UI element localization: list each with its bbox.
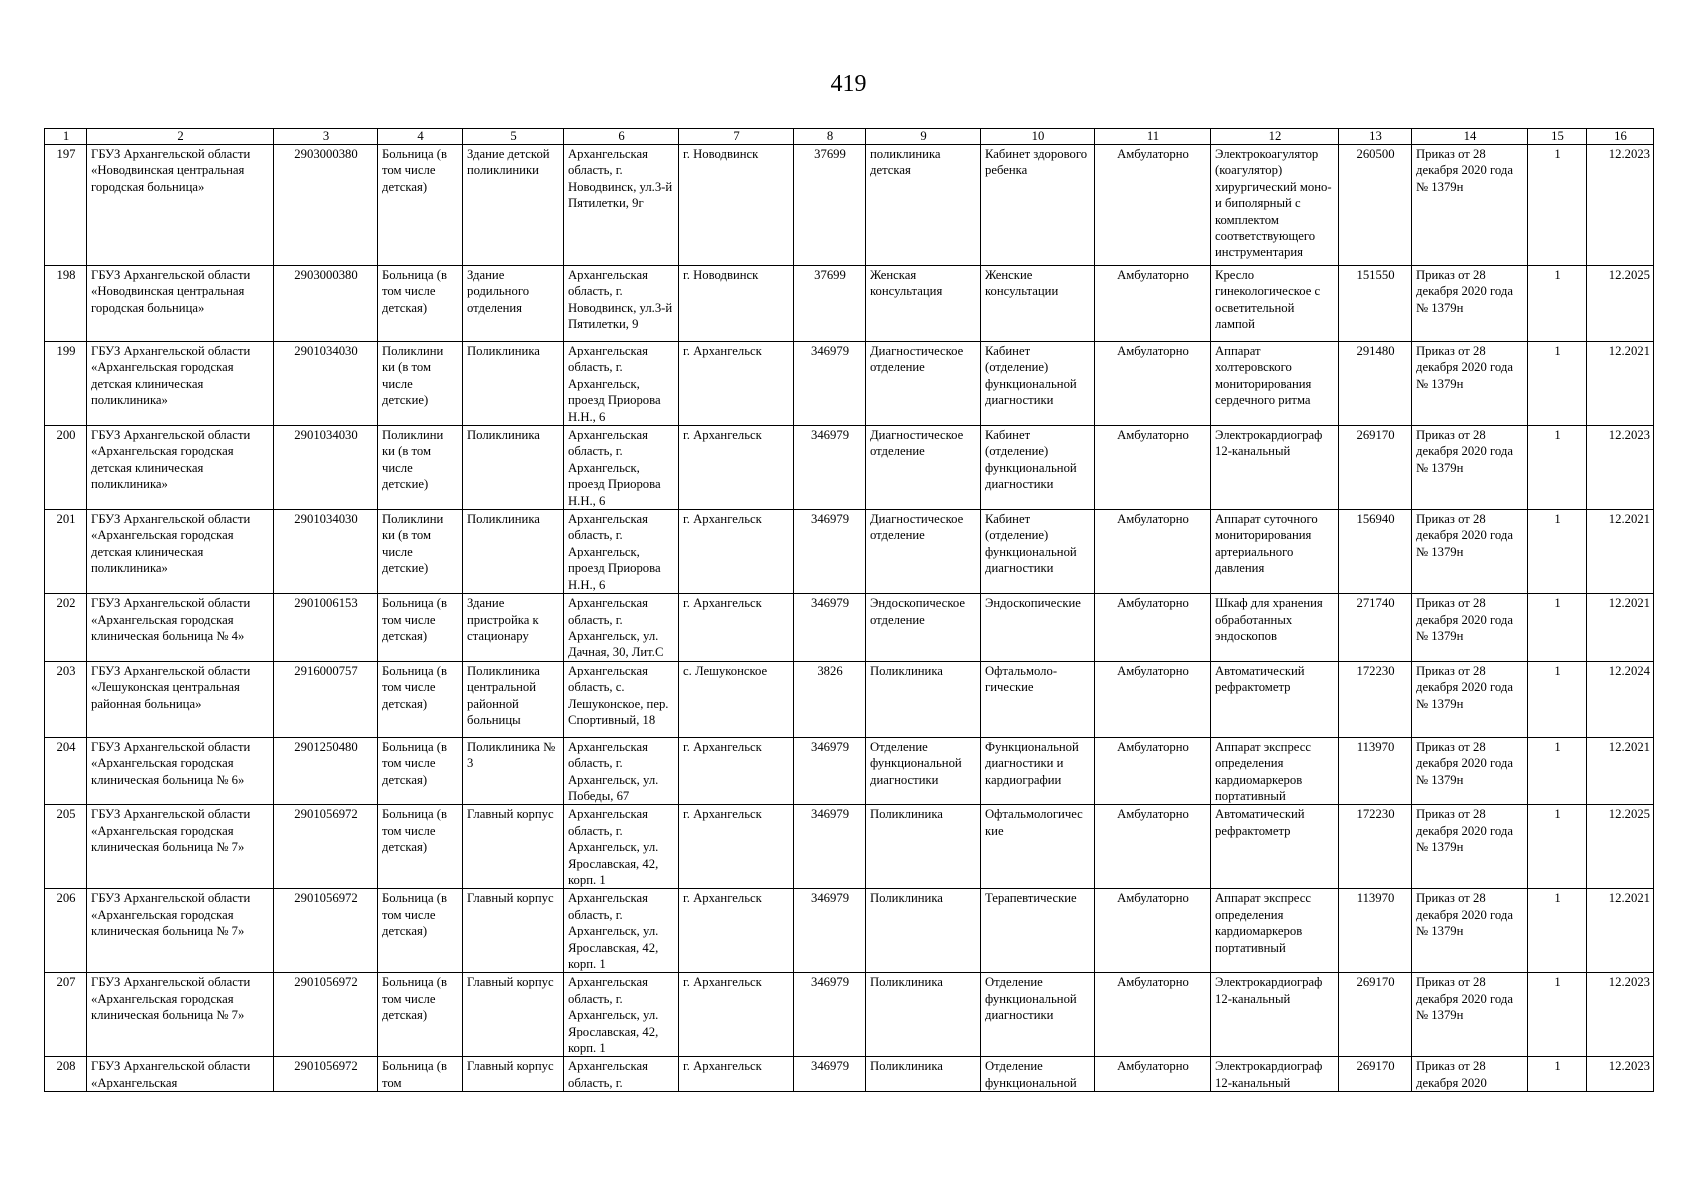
population: 346979 bbox=[794, 342, 866, 426]
unit-name: Отделение функциональной bbox=[981, 1057, 1095, 1092]
department: Диагностическое отделение bbox=[866, 426, 981, 510]
facility-type: Больница (в том bbox=[378, 1057, 463, 1092]
unit-name: Кабинет здорового ребенка bbox=[981, 145, 1095, 266]
city: г. Архангельск bbox=[679, 342, 794, 426]
column-number-3: 3 bbox=[274, 129, 378, 145]
population: 346979 bbox=[794, 737, 866, 805]
equipment-name: Автоматический рефрактометр bbox=[1211, 805, 1339, 889]
equipment-name: Аппарат экспресс определения кардиомаркеров портативный bbox=[1211, 737, 1339, 805]
organization-name: ГБУЗ Архангельской области «Архангельская городская детская клиническая поликлиника» bbox=[87, 510, 274, 594]
building-name: Поликлиника bbox=[463, 510, 564, 594]
address: Архангельская область, г. Архангельск, ул. Ярославская, 42, корп. 1 bbox=[564, 973, 679, 1057]
row-number: 200 bbox=[45, 426, 87, 510]
unit-name: Эндоскопические bbox=[981, 594, 1095, 662]
address: Архангельская область, г. Архангельск, проезд Приорова Н.Н., 6 bbox=[564, 426, 679, 510]
city: г. Архангельск bbox=[679, 426, 794, 510]
due-date: 12.2021 bbox=[1587, 889, 1654, 973]
unit-name: Женские консультации bbox=[981, 266, 1095, 342]
department: Поликлиника bbox=[866, 661, 981, 737]
equipment-name: Электрокардиограф 12-канальный bbox=[1211, 426, 1339, 510]
inn-code: 2901056972 bbox=[274, 889, 378, 973]
quantity: 1 bbox=[1528, 594, 1587, 662]
row-number: 207 bbox=[45, 973, 87, 1057]
building-name: Поликлиника bbox=[463, 342, 564, 426]
facility-type: Больница (в том числе детская) bbox=[378, 973, 463, 1057]
due-date: 12.2023 bbox=[1587, 426, 1654, 510]
inn-code: 2903000380 bbox=[274, 266, 378, 342]
building-name: Главный корпус bbox=[463, 1057, 564, 1092]
due-date: 12.2024 bbox=[1587, 661, 1654, 737]
unit-name: Кабинет (отделение) функциональной диагностики bbox=[981, 510, 1095, 594]
table-row bbox=[45, 342, 1654, 426]
address: Архангельская область, г. Архангельск, ул. Победы, 67 bbox=[564, 737, 679, 805]
population: 346979 bbox=[794, 1057, 866, 1092]
quantity: 1 bbox=[1528, 661, 1587, 737]
facility-type: Поликлини ки (в том числе детские) bbox=[378, 510, 463, 594]
column-number-8: 8 bbox=[794, 129, 866, 145]
price: 113970 bbox=[1339, 889, 1412, 973]
facility-type: Больница (в том числе детская) bbox=[378, 889, 463, 973]
order-reference: Приказ от 28 декабря 2020 года № 1379н bbox=[1412, 426, 1528, 510]
building-name: Здание детской поликлиники bbox=[463, 145, 564, 266]
address: Архангельская область, г. Новодвинск, ул.3-й Пятилетки, 9 bbox=[564, 266, 679, 342]
column-number-16: 16 bbox=[1587, 129, 1654, 145]
address: Архангельская область, г. Новодвинск, ул.3-й Пятилетки, 9г bbox=[564, 145, 679, 266]
price: 260500 bbox=[1339, 145, 1412, 266]
organization-name: ГБУЗ Архангельской области «Архангельская городская клиническая больница № 4» bbox=[87, 594, 274, 662]
city: с. Лешуконское bbox=[679, 661, 794, 737]
facility-type: Больница (в том числе детская) bbox=[378, 805, 463, 889]
row-number: 205 bbox=[45, 805, 87, 889]
quantity: 1 bbox=[1528, 342, 1587, 426]
unit-name: Офтальмологичес кие bbox=[981, 805, 1095, 889]
price: 151550 bbox=[1339, 266, 1412, 342]
due-date: 12.2021 bbox=[1587, 737, 1654, 805]
quantity: 1 bbox=[1528, 889, 1587, 973]
population: 346979 bbox=[794, 510, 866, 594]
price: 172230 bbox=[1339, 661, 1412, 737]
care-mode: Амбулаторно bbox=[1095, 889, 1211, 973]
address: Архангельская область, с. Лешуконское, пер. Спортивный, 18 bbox=[564, 661, 679, 737]
inn-code: 2901034030 bbox=[274, 342, 378, 426]
organization-name: ГБУЗ Архангельской области «Новодвинская центральная городская больница» bbox=[87, 266, 274, 342]
inn-code: 2901056972 bbox=[274, 1057, 378, 1092]
due-date: 12.2025 bbox=[1587, 805, 1654, 889]
table-row bbox=[45, 510, 1654, 594]
quantity: 1 bbox=[1528, 737, 1587, 805]
table-row bbox=[45, 973, 1654, 1057]
quantity: 1 bbox=[1528, 266, 1587, 342]
row-number: 203 bbox=[45, 661, 87, 737]
address: Архангельская область, г. Архангельск, ул. Дачная, 30, Лит.С bbox=[564, 594, 679, 662]
table-row bbox=[45, 737, 1654, 805]
care-mode: Амбулаторно bbox=[1095, 805, 1211, 889]
care-mode: Амбулаторно bbox=[1095, 594, 1211, 662]
address: Архангельская область, г. Архангельск, ул. Ярославская, 42, корп. 1 bbox=[564, 889, 679, 973]
equipment-name: Аппарат холтеровского мониторирования сердечного ритма bbox=[1211, 342, 1339, 426]
column-number-15: 15 bbox=[1528, 129, 1587, 145]
department: Диагностическое отделение bbox=[866, 510, 981, 594]
row-number: 197 bbox=[45, 145, 87, 266]
city: г. Архангельск bbox=[679, 737, 794, 805]
unit-name: Функциональной диагностики и кардиографии bbox=[981, 737, 1095, 805]
department: Диагностическое отделение bbox=[866, 342, 981, 426]
order-reference: Приказ от 28 декабря 2020 года № 1379н bbox=[1412, 266, 1528, 342]
care-mode: Амбулаторно bbox=[1095, 737, 1211, 805]
organization-name: ГБУЗ Архангельской области «Архангельская городская детская клиническая поликлиника» bbox=[87, 426, 274, 510]
population: 346979 bbox=[794, 426, 866, 510]
city: г. Архангельск bbox=[679, 973, 794, 1057]
due-date: 12.2023 bbox=[1587, 973, 1654, 1057]
row-number: 208 bbox=[45, 1057, 87, 1092]
quantity: 1 bbox=[1528, 145, 1587, 266]
due-date: 12.2021 bbox=[1587, 510, 1654, 594]
equipment-name: Электрокоагулятор (коагулятор) хирургический моно- и биполярный с комплектом соответствующего инструментария bbox=[1211, 145, 1339, 266]
department: Поликлиника bbox=[866, 1057, 981, 1092]
building-name: Главный корпус bbox=[463, 805, 564, 889]
population: 37699 bbox=[794, 266, 866, 342]
order-reference: Приказ от 28 декабря 2020 года № 1379н bbox=[1412, 145, 1528, 266]
organization-name: ГБУЗ Архангельской области «Архангельская городская детская клиническая поликлиника» bbox=[87, 342, 274, 426]
equipment-name: Аппарат суточного мониторирования артериального давления bbox=[1211, 510, 1339, 594]
building-name: Поликлиника bbox=[463, 426, 564, 510]
price: 269170 bbox=[1339, 1057, 1412, 1092]
unit-name: Офтальмоло-гические bbox=[981, 661, 1095, 737]
table-row bbox=[45, 889, 1654, 973]
price: 269170 bbox=[1339, 973, 1412, 1057]
inn-code: 2901034030 bbox=[274, 510, 378, 594]
equipment-registry-table bbox=[44, 128, 1654, 1092]
price: 113970 bbox=[1339, 737, 1412, 805]
department: Поликлиника bbox=[866, 973, 981, 1057]
order-reference: Приказ от 28 декабря 2020 года № 1379н bbox=[1412, 342, 1528, 426]
column-number-10: 10 bbox=[981, 129, 1095, 145]
population: 346979 bbox=[794, 594, 866, 662]
order-reference: Приказ от 28 декабря 2020 года № 1379н bbox=[1412, 510, 1528, 594]
facility-type: Больница (в том числе детская) bbox=[378, 145, 463, 266]
equipment-name: Электрокардиограф 12-канальный bbox=[1211, 1057, 1339, 1092]
building-name: Главный корпус bbox=[463, 889, 564, 973]
facility-type: Больница (в том числе детская) bbox=[378, 661, 463, 737]
order-reference: Приказ от 28 декабря 2020 года № 1379н bbox=[1412, 889, 1528, 973]
organization-name: ГБУЗ Архангельской области «Лешуконская центральная районная больница» bbox=[87, 661, 274, 737]
organization-name: ГБУЗ Архангельской области «Архангельская городская клиническая больница № 7» bbox=[87, 889, 274, 973]
facility-type: Больница (в том числе детская) bbox=[378, 594, 463, 662]
city: г. Архангельск bbox=[679, 594, 794, 662]
inn-code: 2901056972 bbox=[274, 805, 378, 889]
facility-type: Больница (в том числе детская) bbox=[378, 266, 463, 342]
quantity: 1 bbox=[1528, 973, 1587, 1057]
table-row bbox=[45, 426, 1654, 510]
due-date: 12.2023 bbox=[1587, 1057, 1654, 1092]
due-date: 12.2021 bbox=[1587, 594, 1654, 662]
organization-name: ГБУЗ Архангельской области «Новодвинская центральная городская больница» bbox=[87, 145, 274, 266]
address: Архангельская область, г. Архангельск, проезд Приорова Н.Н., 6 bbox=[564, 342, 679, 426]
equipment-name: Аппарат экспресс определения кардиомаркеров портативный bbox=[1211, 889, 1339, 973]
address: Архангельская область, г. bbox=[564, 1057, 679, 1092]
department: Женская консультация bbox=[866, 266, 981, 342]
equipment-name: Электрокардиограф 12-канальный bbox=[1211, 973, 1339, 1057]
facility-type: Поликлини ки (в том числе детские) bbox=[378, 342, 463, 426]
order-reference: Приказ от 28 декабря 2020 года № 1379н bbox=[1412, 973, 1528, 1057]
order-reference: Приказ от 28 декабря 2020 года № 1379н bbox=[1412, 661, 1528, 737]
inn-code: 2916000757 bbox=[274, 661, 378, 737]
table-row bbox=[45, 145, 1654, 266]
order-reference: Приказ от 28 декабря 2020 года № 1379н bbox=[1412, 805, 1528, 889]
column-number-row bbox=[45, 129, 1654, 145]
quantity: 1 bbox=[1528, 805, 1587, 889]
quantity: 1 bbox=[1528, 426, 1587, 510]
unit-name: Кабинет (отделение) функциональной диагностики bbox=[981, 426, 1095, 510]
population: 346979 bbox=[794, 973, 866, 1057]
facility-type: Больница (в том числе детская) bbox=[378, 737, 463, 805]
population: 346979 bbox=[794, 805, 866, 889]
quantity: 1 bbox=[1528, 1057, 1587, 1092]
equipment-name: Шкаф для хранения обработанных эндоскопов bbox=[1211, 594, 1339, 662]
department: Поликлиника bbox=[866, 889, 981, 973]
equipment-name: Кресло гинекологическое с осветительной лампой bbox=[1211, 266, 1339, 342]
due-date: 12.2021 bbox=[1587, 342, 1654, 426]
department: Отделение функциональной диагностики bbox=[866, 737, 981, 805]
column-number-12: 12 bbox=[1211, 129, 1339, 145]
organization-name: ГБУЗ Архангельской области «Архангельская городская клиническая больница № 7» bbox=[87, 805, 274, 889]
inn-code: 2901034030 bbox=[274, 426, 378, 510]
column-number-4: 4 bbox=[378, 129, 463, 145]
city: г. Архангельск bbox=[679, 510, 794, 594]
equipment-name: Автоматический рефрактометр bbox=[1211, 661, 1339, 737]
organization-name: ГБУЗ Архангельской области «Архангельская городская клиническая больница № 6» bbox=[87, 737, 274, 805]
unit-name: Кабинет (отделение) функциональной диагностики bbox=[981, 342, 1095, 426]
city: г. Архангельск bbox=[679, 805, 794, 889]
price: 172230 bbox=[1339, 805, 1412, 889]
row-number: 199 bbox=[45, 342, 87, 426]
column-number-2: 2 bbox=[87, 129, 274, 145]
column-number-13: 13 bbox=[1339, 129, 1412, 145]
department: Эндоскопическое отделение bbox=[866, 594, 981, 662]
organization-name: ГБУЗ Архангельской области «Архангельская городская клиническая больница № 7» bbox=[87, 973, 274, 1057]
column-number-11: 11 bbox=[1095, 129, 1211, 145]
table-row bbox=[45, 266, 1654, 342]
care-mode: Амбулаторно bbox=[1095, 661, 1211, 737]
address: Архангельская область, г. Архангельск, проезд Приорова Н.Н., 6 bbox=[564, 510, 679, 594]
care-mode: Амбулаторно bbox=[1095, 145, 1211, 266]
table-row bbox=[45, 661, 1654, 737]
population: 346979 bbox=[794, 889, 866, 973]
care-mode: Амбулаторно bbox=[1095, 510, 1211, 594]
price: 269170 bbox=[1339, 426, 1412, 510]
inn-code: 2901250480 bbox=[274, 737, 378, 805]
building-name: Здание родильного отделения bbox=[463, 266, 564, 342]
population: 37699 bbox=[794, 145, 866, 266]
city: г. Новодвинск bbox=[679, 145, 794, 266]
table-body bbox=[45, 145, 1654, 1092]
page-number: 419 bbox=[830, 71, 867, 97]
row-number: 202 bbox=[45, 594, 87, 662]
column-number-5: 5 bbox=[463, 129, 564, 145]
column-number-14: 14 bbox=[1412, 129, 1528, 145]
column-number-6: 6 bbox=[564, 129, 679, 145]
order-reference: Приказ от 28 декабря 2020 года № 1379н bbox=[1412, 594, 1528, 662]
row-number: 206 bbox=[45, 889, 87, 973]
care-mode: Амбулаторно bbox=[1095, 1057, 1211, 1092]
facility-type: Поликлини ки (в том числе детские) bbox=[378, 426, 463, 510]
row-number: 201 bbox=[45, 510, 87, 594]
order-reference: Приказ от 28 декабря 2020 bbox=[1412, 1057, 1528, 1092]
column-number-1: 1 bbox=[45, 129, 87, 145]
due-date: 12.2023 bbox=[1587, 145, 1654, 266]
row-number: 204 bbox=[45, 737, 87, 805]
table-row bbox=[45, 1057, 1654, 1092]
due-date: 12.2025 bbox=[1587, 266, 1654, 342]
inn-code: 2901006153 bbox=[274, 594, 378, 662]
care-mode: Амбулаторно bbox=[1095, 973, 1211, 1057]
unit-name: Терапевтические bbox=[981, 889, 1095, 973]
order-reference: Приказ от 28 декабря 2020 года № 1379н bbox=[1412, 737, 1528, 805]
care-mode: Амбулаторно bbox=[1095, 266, 1211, 342]
building-name: Главный корпус bbox=[463, 973, 564, 1057]
city: г. Архангельск bbox=[679, 889, 794, 973]
city: г. Новодвинск bbox=[679, 266, 794, 342]
table-row bbox=[45, 594, 1654, 662]
building-name: Здание пристройка к стационару bbox=[463, 594, 564, 662]
price: 271740 bbox=[1339, 594, 1412, 662]
care-mode: Амбулаторно bbox=[1095, 426, 1211, 510]
quantity: 1 bbox=[1528, 510, 1587, 594]
address: Архангельская область, г. Архангельск, ул. Ярославская, 42, корп. 1 bbox=[564, 805, 679, 889]
care-mode: Амбулаторно bbox=[1095, 342, 1211, 426]
inn-code: 2903000380 bbox=[274, 145, 378, 266]
population: 3826 bbox=[794, 661, 866, 737]
price: 291480 bbox=[1339, 342, 1412, 426]
organization-name: ГБУЗ Архангельской области «Архангельская bbox=[87, 1057, 274, 1092]
table-row bbox=[45, 805, 1654, 889]
price: 156940 bbox=[1339, 510, 1412, 594]
department: Поликлиника bbox=[866, 805, 981, 889]
column-number-9: 9 bbox=[866, 129, 981, 145]
column-number-7: 7 bbox=[679, 129, 794, 145]
city: г. Архангельск bbox=[679, 1057, 794, 1092]
row-number: 198 bbox=[45, 266, 87, 342]
inn-code: 2901056972 bbox=[274, 973, 378, 1057]
department: поликлиника детская bbox=[866, 145, 981, 266]
building-name: Поликлиника № 3 bbox=[463, 737, 564, 805]
building-name: Поликлиника центральной районной больницы bbox=[463, 661, 564, 737]
unit-name: Отделение функциональной диагностики bbox=[981, 973, 1095, 1057]
